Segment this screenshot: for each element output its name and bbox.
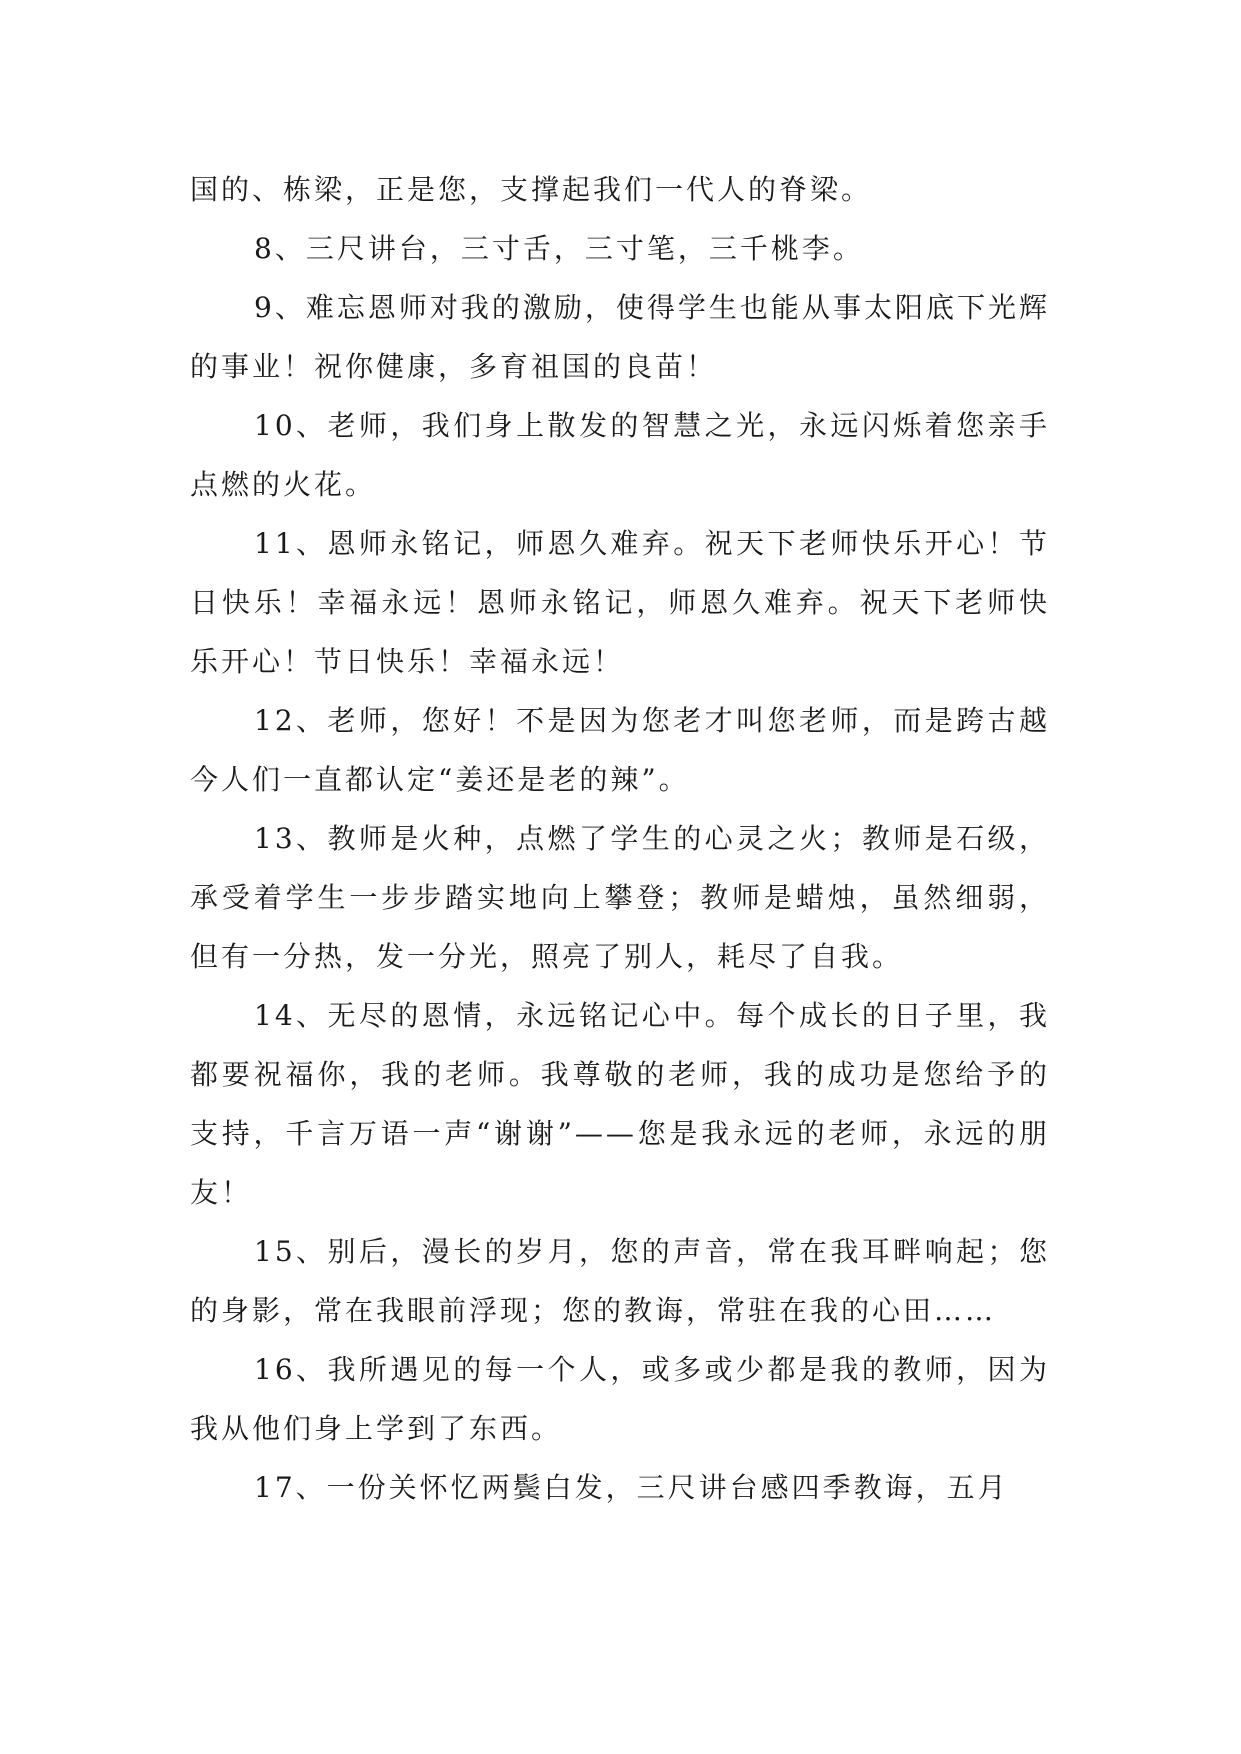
paragraph-item-17: 17、一份关怀忆两鬓白发，三尺讲台感四季教诲，五月 <box>254 1471 1009 1504</box>
paragraph-item-8: 8、三尺讲台，三寸舌，三寸笔，三千桃李。 <box>254 232 864 265</box>
paragraph-item-9: 9、难忘恩师对我的激励，使得学生也能从事太阳底下光辉的事业！祝你健康，多育祖国的良苗！ <box>190 291 1050 383</box>
paragraph-item-15: 15、别后，漫长的岁月，您的声音，常在我耳畔响起；您的身影，常在我眼前浮现；您的教诲，常驻在我的心田…… <box>190 1235 1050 1327</box>
paragraph-item-10: 10、老师，我们身上散发的智慧之光，永远闪烁着您亲手点燃的火花。 <box>190 409 1050 501</box>
paragraph-item-12: 12、老师，您好！不是因为您老才叫您老师，而是跨古越今人们一直都认定“姜还是老的辣”。 <box>190 704 1050 796</box>
paragraph-item-16: 16、我所遇见的每一个人，或多或少都是我的教师，因为我从他们身上学到了东西。 <box>190 1353 1050 1445</box>
paragraph-item-14: 14、无尽的恩情，永远铭记心中。每个成长的日子里，我都要祝福你，我的老师。我尊敬的老师，我的成功是您给予的支持，千言万语一声“谢谢”——您是我永远的老师，永远的朋友！ <box>190 999 1050 1209</box>
paragraph-item-13: 13、教师是火种，点燃了学生的心灵之火；教师是石级，承受着学生一步步踏实地向上攀登；教师是蜡烛，虽然细弱，但有一分热，发一分光，照亮了别人，耗尽了自我。 <box>190 822 1050 973</box>
paragraph-item-11: 11、恩师永铭记，师恩久难弃。祝天下老师快乐开心！节日快乐！幸福永远！恩师永铭记，师恩久难弃。祝天下老师快乐开心！节日快乐！幸福永远！ <box>190 527 1050 678</box>
document-body <box>190 160 1050 1517</box>
paragraph-continuation: 国的、栋梁，正是您，支撑起我们一代人的脊梁。 <box>190 173 873 206</box>
